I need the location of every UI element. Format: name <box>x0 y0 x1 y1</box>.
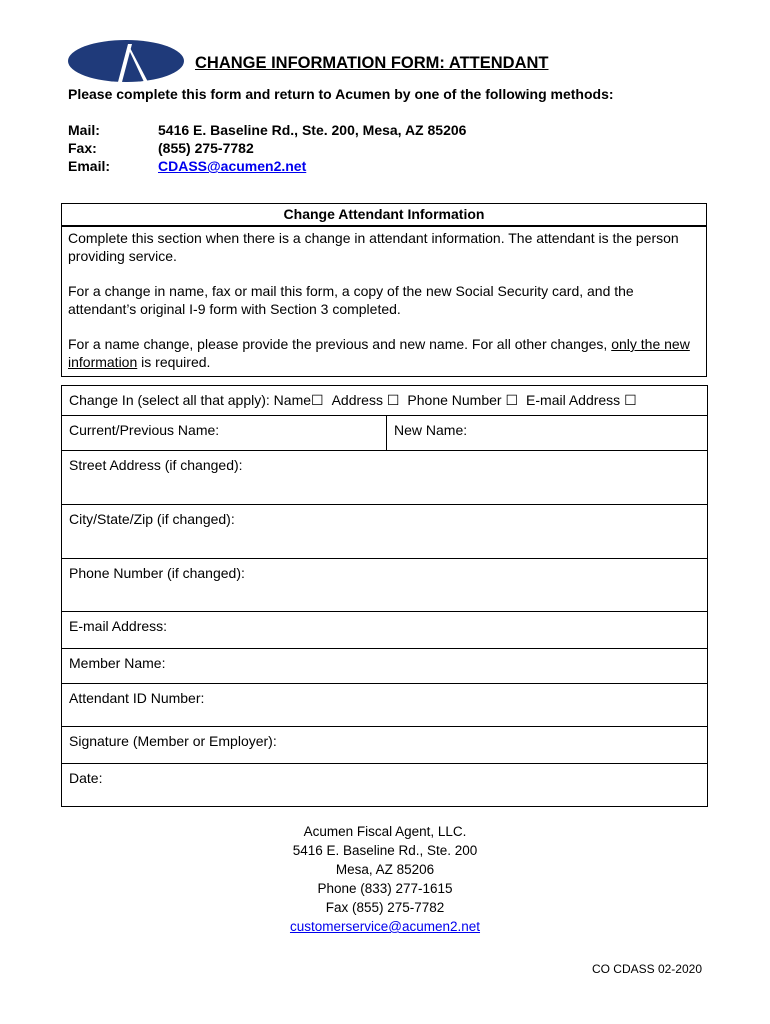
current-name-field[interactable] <box>62 416 387 451</box>
instructions-text: Please complete this form and return to Acumen by one of the following methods: <box>68 86 614 102</box>
footer-phone: Phone (833) 277-1615 <box>317 881 453 896</box>
email-label: Email: <box>68 158 111 174</box>
email-row <box>62 612 708 649</box>
option-phone-label: Phone Number <box>407 392 502 408</box>
current-name-label: Current/Previous Name: <box>69 422 220 438</box>
date-row <box>62 764 708 807</box>
change-in-cell <box>62 386 708 416</box>
name-row <box>62 416 708 451</box>
option-email-label: E-mail Address <box>526 392 621 408</box>
city-state-zip-field[interactable] <box>62 505 708 559</box>
signature-field[interactable] <box>62 727 708 764</box>
option-name[interactable] <box>274 392 324 408</box>
name-checkbox[interactable]: ☐ <box>311 392 324 408</box>
info-box-body <box>62 227 706 371</box>
change-in-row <box>62 386 708 416</box>
option-name-label: Name <box>273 392 312 408</box>
change-attendant-info-box <box>61 203 707 377</box>
info-paragraph-emphasis: only the new information <box>68 336 690 370</box>
contact-fax <box>68 140 254 156</box>
mail-address: 5416 E. Baseline Rd., Ste. 200, Mesa, AZ 85206 <box>158 122 467 138</box>
phone-row <box>62 559 708 612</box>
contact-mail <box>68 122 467 138</box>
city-row <box>62 505 708 559</box>
fax-label: Fax: <box>68 140 97 156</box>
new-name-field[interactable] <box>387 416 708 451</box>
address-checkbox[interactable]: ☐ <box>386 392 400 408</box>
footer-address-line2: Mesa, AZ 85206 <box>335 862 435 877</box>
attendant-id-row <box>62 684 708 727</box>
email-link[interactable]: CDASS@acumen2.net <box>158 158 307 174</box>
email-checkbox[interactable]: ☐ <box>624 392 637 408</box>
mail-label: Mail: <box>68 122 100 138</box>
date-field[interactable] <box>62 764 708 807</box>
attendant-id-field[interactable] <box>62 684 708 727</box>
info-paragraph: Complete this section when there is a change in attendant information. The attendant is the person providing service. <box>68 230 679 264</box>
acumen-logo-icon <box>66 38 186 84</box>
date-label: Date: <box>69 770 103 786</box>
new-name-label: New Name: <box>394 422 468 438</box>
contact-email <box>68 158 307 174</box>
form-code: CO CDASS 02-2020 <box>591 962 702 976</box>
phone-checkbox[interactable]: ☐ <box>505 392 519 408</box>
page-title: CHANGE INFORMATION FORM: ATTENDANT <box>195 54 549 72</box>
option-address[interactable] <box>332 392 400 408</box>
phone-number-field[interactable] <box>62 559 708 612</box>
email-address-field[interactable] <box>62 612 708 649</box>
signature-label: Signature (Member or Employer): <box>69 733 277 749</box>
member-row <box>62 649 708 684</box>
member-name-label: Member Name: <box>69 655 166 671</box>
attendant-change-form <box>61 385 708 807</box>
info-paragraph: For a change in name, fax or mail this form, a copy of the new Social Security card, and the attendant’s original I-9 form with Section 3 completed. <box>68 283 634 317</box>
fax-number: (855) 275-7782 <box>158 140 254 156</box>
signature-row <box>62 727 708 764</box>
member-name-field[interactable] <box>62 649 708 684</box>
footer-email-link[interactable]: customerservice@acumen2.net <box>289 919 481 934</box>
footer-company: Acumen Fiscal Agent, LLC. <box>303 824 467 839</box>
city-state-zip-label: City/State/Zip (if changed): <box>69 511 235 527</box>
phone-number-label: Phone Number (if changed): <box>69 565 245 581</box>
street-address-field[interactable] <box>62 451 708 505</box>
street-row <box>62 451 708 505</box>
email-address-label: E-mail Address: <box>69 618 168 634</box>
footer-contact <box>0 822 770 936</box>
info-box-header: Change Attendant Information <box>62 204 706 227</box>
street-address-label: Street Address (if changed): <box>69 457 243 473</box>
option-phone[interactable] <box>407 392 518 408</box>
attendant-id-label: Attendant ID Number: <box>69 690 205 706</box>
change-in-label: Change In (select all that apply): <box>69 392 274 408</box>
option-email[interactable] <box>526 392 637 408</box>
option-address-label: Address <box>331 392 383 408</box>
footer-fax: Fax (855) 275-7782 <box>325 900 445 915</box>
info-paragraph <box>68 335 698 371</box>
info-paragraph-text: For a name change, please provide the previous and new name. For all other changes, <box>68 336 612 352</box>
footer-address-line1: 5416 E. Baseline Rd., Ste. 200 <box>292 843 478 858</box>
info-paragraph-text: is required. <box>137 354 211 370</box>
